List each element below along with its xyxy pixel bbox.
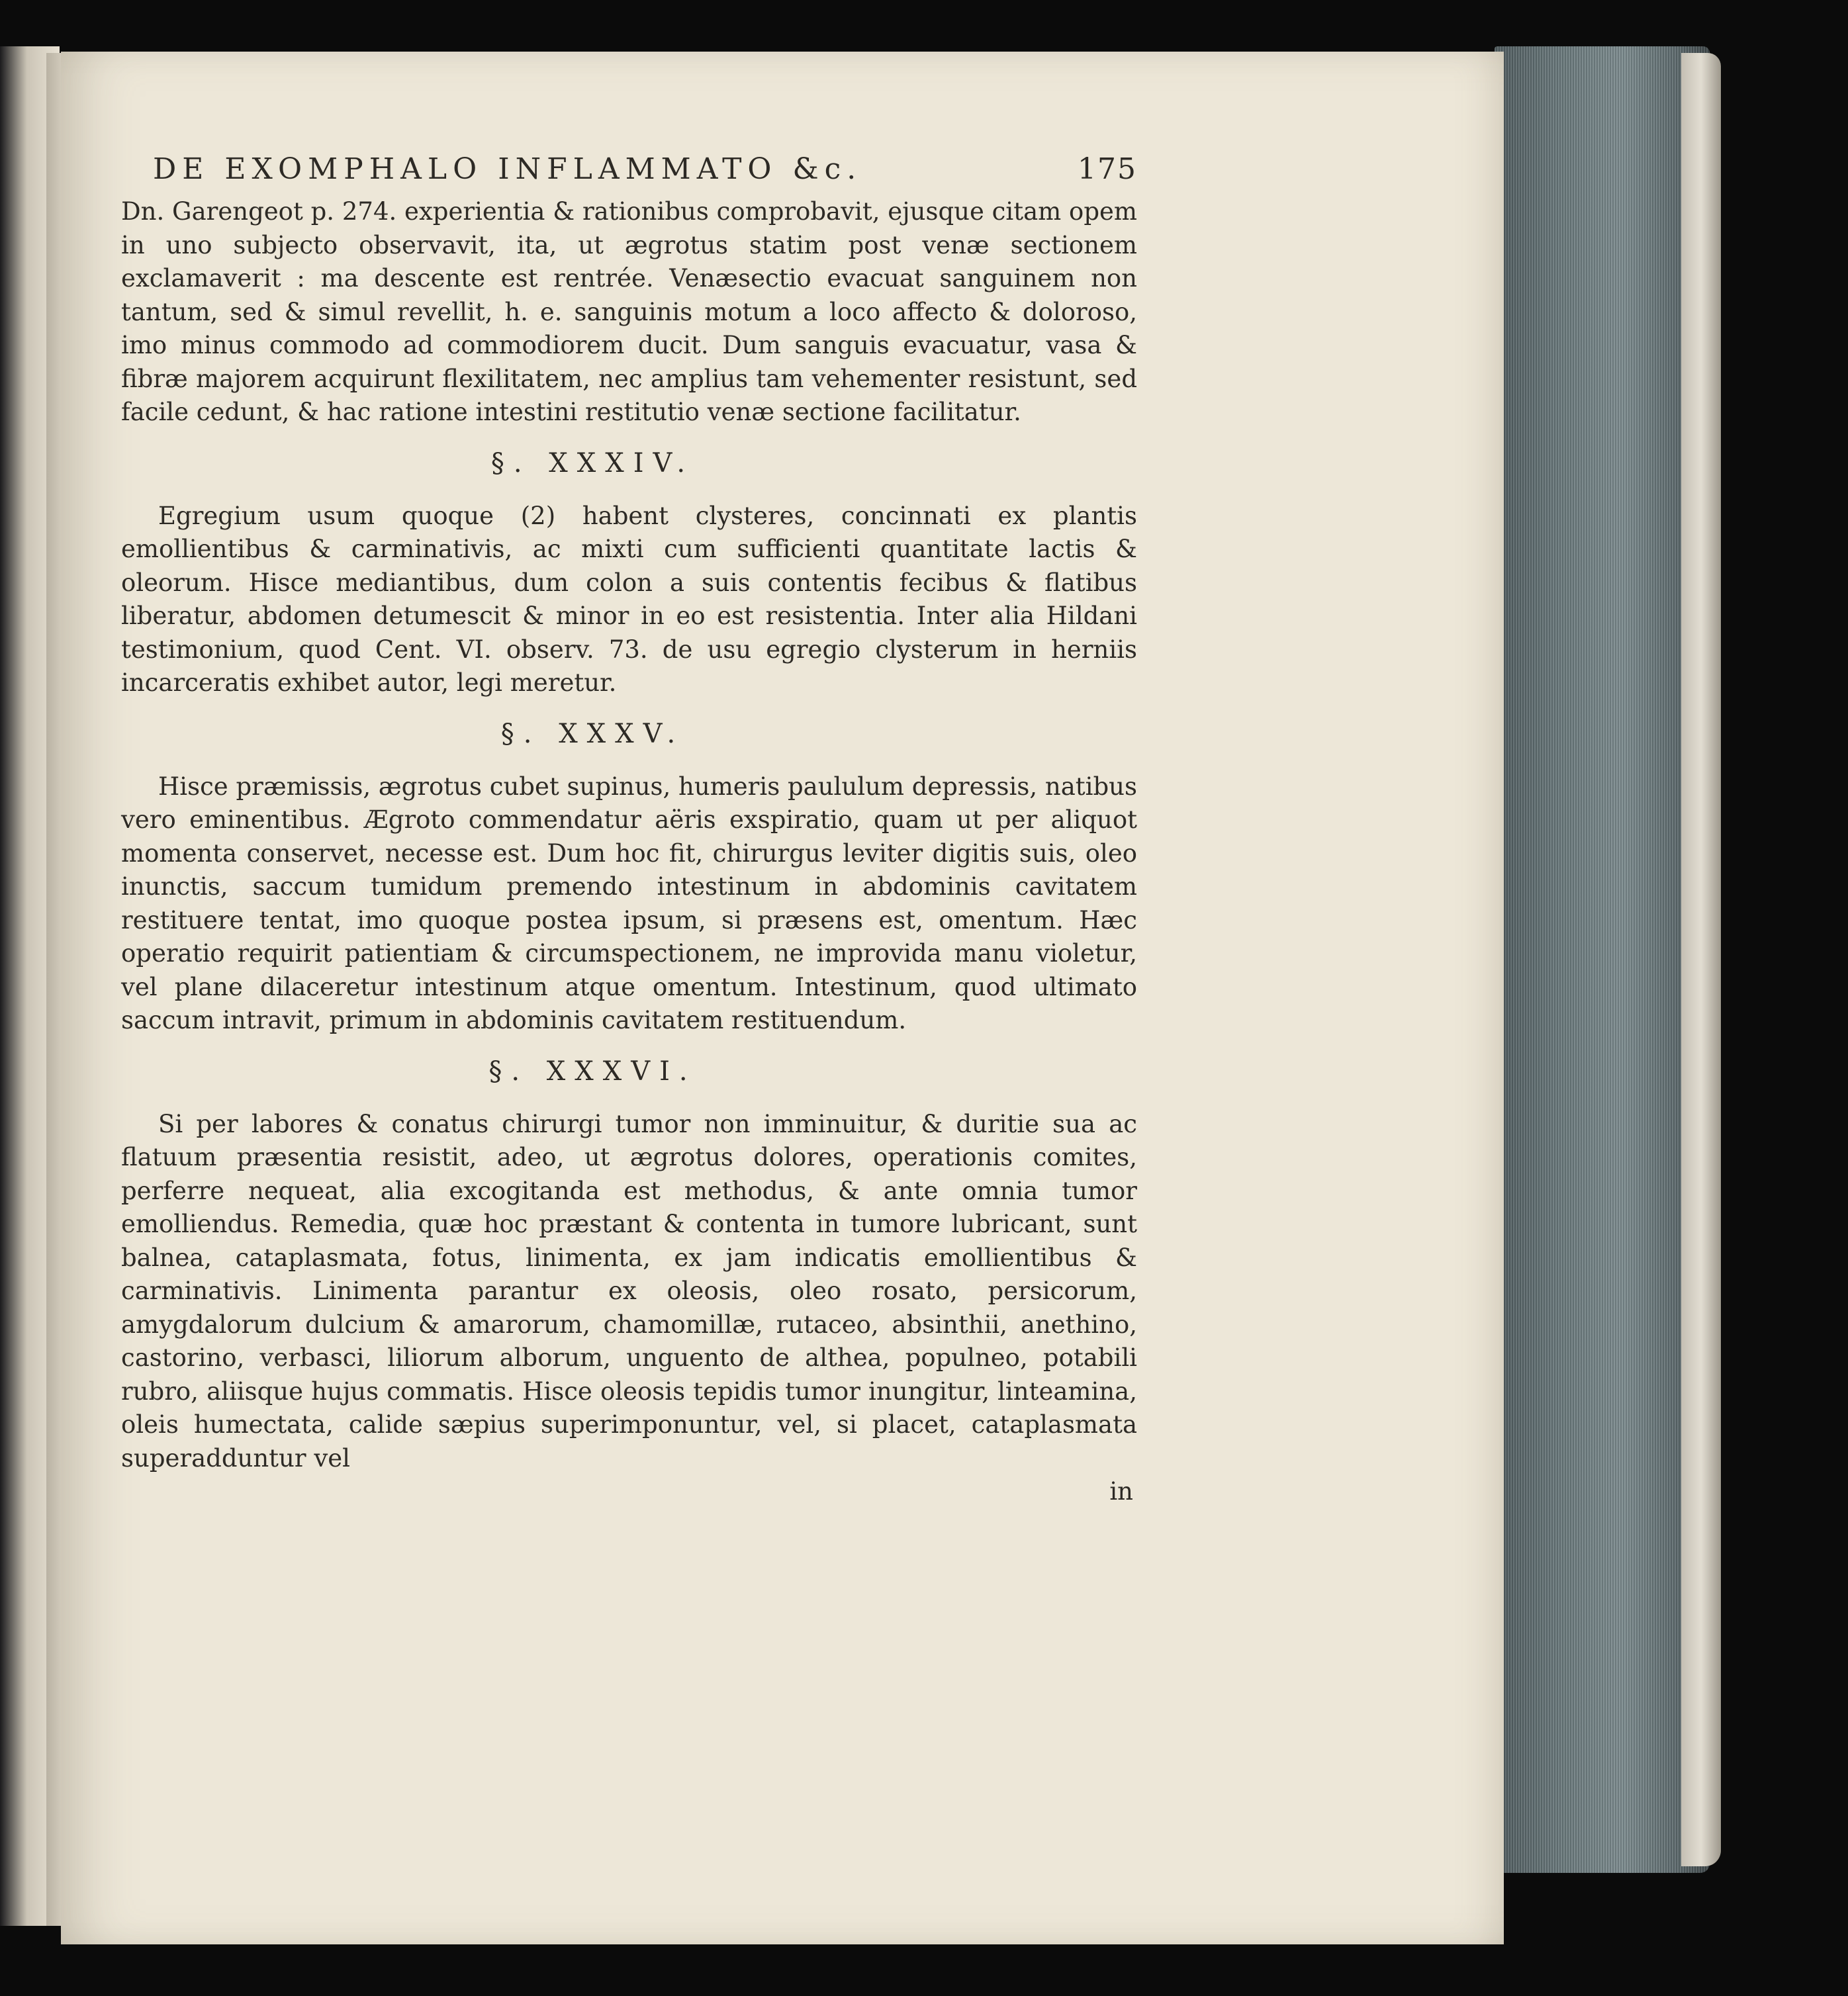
running-title: DE EXOMPHALO INFLAMMATO &c. <box>153 152 862 186</box>
book-cover-edge <box>1681 53 1721 1866</box>
paragraph-4: Si per labores & conatus chirurgi tumor non imminuitur, & duritie sua ac flatuum præsentia resistit, adeo, ut ægrotus dolores, operationis comites, perferre nequeat, alia excogitanda est methodus, & ante omnia tumor emolliendus. Remedia, quæ hoc præstant & contenta in tumore lubricant, sunt balnea, cataplasmata, fotus, linimenta, ex jam indicatis emollientibus & carminativis. Linimenta parantur ex oleosis, oleo rosato, persicorum, amygdalorum dulcium & amarorum, chamomillæ, rutaceo, absinthii, anethino, castorino, verbasci, liliorum alborum, unguento de althea, populneo, potabili rubro, aliisque hujus commatis. Hisce oleosis tepidis tumor inungitur, linteamina, oleis humectata, calide sæpius superimponuntur, vel, si placet, cataplasmata superadduntur vel <box>121 1109 1137 1473</box>
page-text-block <box>121 152 1137 1508</box>
paragraph-2: Egregium usum quoque (2) habent clysteres, concinnati ex plantis emollientibus & carminativis, ac mixti cum sufficienti quantitate lactis & oleorum. Hisce mediantibus, dum colon a suis contentis fecibus & flatibus liberatur, abdomen detumescit & minor in eo est resistentia. Inter alia Hildani testimonium, quod Cent. VI. observ. 73. de usu egregio clysterum in herniis incarceratis exhibet autor, legi meretur. <box>121 501 1137 697</box>
running-head <box>153 152 1137 186</box>
page-number: 175 <box>1078 152 1137 186</box>
page-edges <box>1495 46 1710 1873</box>
section-heading-36: §. XXXVI. <box>488 1056 697 1087</box>
section-heading-34: §. XXXIV. <box>490 447 695 478</box>
paragraph-1: Dn. Garengeot p. 274. experientia & rationibus comprobavit, ejusque citam opem in uno subjecto observavit, ita, ut ægrotus statim post venæ sectionem exclamaverit : ma descente est rentrée. Venæsectio evacuat sanguinem non tantum, sed & simul revellit, h. e. sanguinis motum a loco affecto & doloroso, imo minus commodo ad commodiorem ducit. Dum sanguis evacuatur, vasa & fibræ majorem acquirunt flexilitatem, nec amplius tam vehementer resistunt, sed facile cedunt, & hac ratione intestini restitutio venæ sectione facilitatur. <box>121 197 1137 426</box>
paragraph-3: Hisce præmissis, ægrotus cubet supinus, humeris paululum depressis, natibus vero eminentibus. Ægroto commendatur aëris exspiratio, quam ut per aliquot momenta conservet, necesse est. Dum hoc fit, chirurgus leviter digitis suis, oleo inunctis, saccum tumidum premendo intestinum in abdominis cavitatem restituere tentat, imo quoque postea ipsum, si præsens est, omentum. Hæc operatio requirit patientiam & circumspectionem, ne improvida manu violetur, vel plane dilaceretur intestinum atque omentum. Intestinum, quod ultimato saccum intravit, primum in abdominis cavitatem restituendum. <box>121 772 1137 1034</box>
catchword: in <box>1109 1477 1133 1506</box>
section-heading-35: §. XXXV. <box>500 718 685 749</box>
